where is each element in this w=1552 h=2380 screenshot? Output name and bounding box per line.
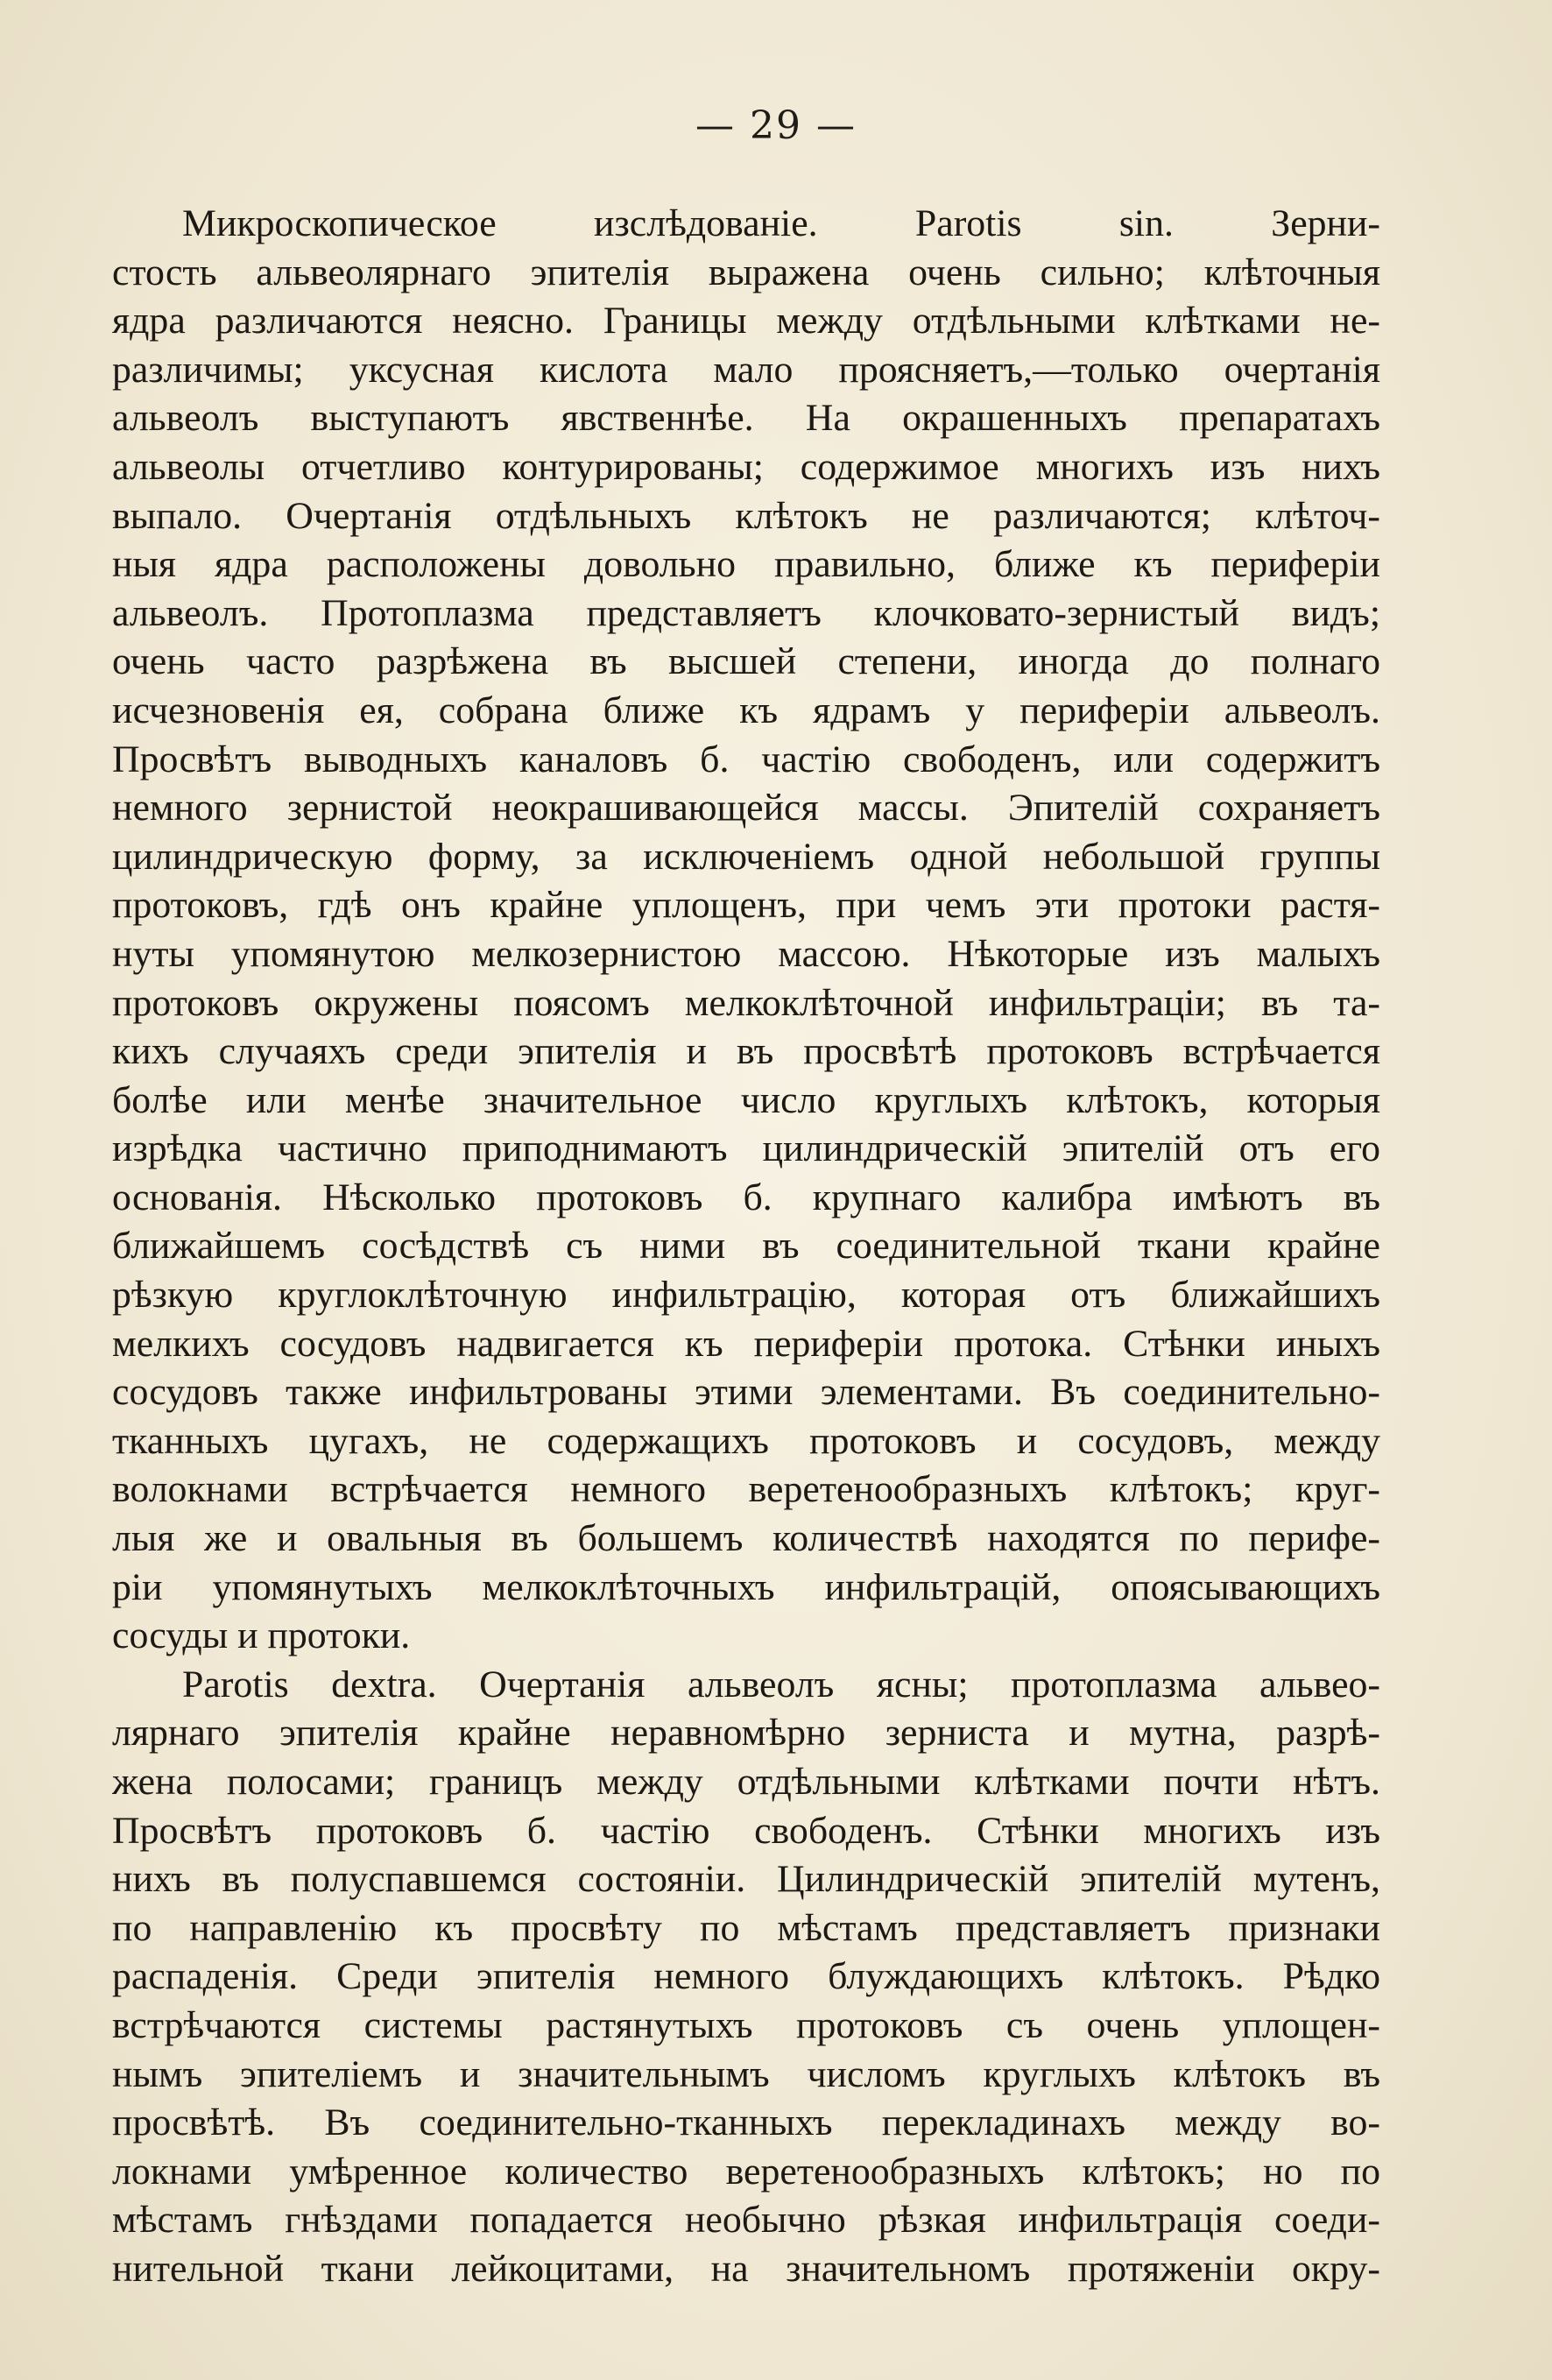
text-line: тканныхъ цугахъ, не содержащихъ протоковъ и сосудовъ, между [112, 1419, 1380, 1462]
text-line: распаденія. Среди эпителія немного блуждающихъ клѣтокъ. Рѣдко [112, 1955, 1380, 1998]
text-line: сосудовъ также инфильтрованы этими элементами. Въ соединительно- [112, 1371, 1380, 1414]
text-line: ядра различаются неясно. Границы между отдѣльными клѣтками не- [112, 300, 1380, 343]
text-line: мелкихъ сосудовъ надвигается къ периферіи протока. Стѣнки иныхъ [112, 1322, 1380, 1365]
text-line: волокнами встрѣчается немного веретенообразныхъ клѣтокъ; круг- [112, 1468, 1380, 1511]
text-line: лыя же и овальныя въ большемъ количествѣ находятся по перифе- [112, 1517, 1380, 1560]
text-line: встрѣчаются системы растянутыхъ протоковъ съ очень уплощен- [112, 2003, 1380, 2046]
text-line: различимы; уксусная кислота мало проясняетъ,—только очертанія [112, 348, 1380, 391]
text-line: выпало. Очертанія отдѣльныхъ клѣтокъ не различаются; клѣточ- [112, 494, 1380, 537]
text-line: просвѣтѣ. Въ соединительно-тканныхъ перекладинахъ между во- [112, 2101, 1380, 2144]
text-line: альвеолъ выступаютъ явственнѣе. На окрашенныхъ препаратахъ [112, 397, 1380, 440]
text-line: локнами умѣренное количество веретенообразныхъ клѣтокъ; но по [112, 2150, 1380, 2193]
text-line: основанія. Нѣсколько протоковъ б. крупнаго калибра имѣютъ въ [112, 1176, 1380, 1218]
text-line: протоковъ окружены поясомъ мелкоклѣточной инфильтраціи; въ та- [112, 981, 1380, 1024]
text-line: Parotis dextra. Очертанія альвеолъ ясны; протоплазма альвео- [182, 1663, 1380, 1706]
text-line: нительной ткани лейкоцитами, на значительномъ протяженіи окру- [112, 2247, 1380, 2290]
text-line: Просвѣтъ выводныхъ каналовъ б. частію свободенъ, или содержитъ [112, 738, 1380, 780]
text-line: нымъ эпителіемъ и значительнымъ числомъ круглыхъ клѣтокъ въ [112, 2052, 1380, 2095]
text-line: рѣзкую круглоклѣточную инфильтрацію, которая отъ ближайшихъ [112, 1274, 1380, 1317]
text-line: сосуды и протоки. [112, 1614, 411, 1657]
page-number: — 29 — [695, 103, 857, 148]
text-line: нихъ въ полуспавшемся состояніи. Цилиндрическій эпителій мутенъ, [112, 1858, 1380, 1901]
text-line: изрѣдка частично приподнимаютъ цилиндрическій эпителій отъ его [112, 1127, 1380, 1170]
text-line: кихъ случаяхъ среди эпителія и въ просвѣтѣ протоковъ встрѣчается [112, 1030, 1380, 1073]
text-line: альвеолъ. Протоплазма представляетъ клочковато-зернистый видъ; [112, 591, 1380, 634]
text-line: протоковъ, гдѣ онъ крайне уплощенъ, при чемъ эти протоки растя- [112, 884, 1380, 927]
text-line: ріи упомянутыхъ мелкоклѣточныхъ инфильтрацій, опоясывающихъ [112, 1565, 1380, 1608]
text-line: болѣе или менѣе значительное число круглыхъ клѣтокъ, которыя [112, 1078, 1380, 1121]
text-line: мѣстамъ гнѣздами попадается необычно рѣзкая инфильтрація соеди- [112, 2199, 1380, 2242]
text-line: жена полосами; границъ между отдѣльными клѣтками почти нѣтъ. [112, 1761, 1380, 1803]
text-line: альвеолы отчетливо контурированы; содержимое многихъ изъ нихъ [112, 445, 1380, 488]
text-line: немного зернистой неокрашивающейся массы. Эпителій сохраняетъ [112, 787, 1380, 830]
text-line: стость альвеолярнаго эпителія выражена очень сильно; клѣточныя [112, 251, 1380, 293]
text-line: ныя ядра расположены довольно правильно, ближе къ периферіи [112, 543, 1380, 586]
text-line: очень часто разрѣжена въ высшей степени, иногда до полнаго [112, 640, 1380, 683]
text-line: цилиндрическую форму, за исключеніемъ одной небольшой группы [112, 835, 1380, 878]
text-line: по направленію къ просвѣту по мѣстамъ представляетъ признаки [112, 1906, 1380, 1949]
text-line: Микроскопическое изслѣдованіе. Parotis sin. Зерни- [182, 202, 1380, 244]
text-line: Просвѣтъ протоковъ б. частію свободенъ. Стѣнки многихъ изъ [112, 1809, 1380, 1852]
body-text [112, 200, 1380, 2294]
text-line: ближайшемъ сосѣдствѣ съ ними въ соединительной ткани крайне [112, 1225, 1380, 1268]
text-line: лярнаго эпителія крайне неравномѣрно зерниста и мутна, разрѣ- [112, 1712, 1380, 1755]
text-line: исчезновенія ея, собрана ближе къ ядрамъ у периферіи альвеолъ. [112, 689, 1380, 731]
text-line: нуты упомянутою мелкозернистою массою. Нѣкоторые изъ малыхъ [112, 932, 1380, 975]
